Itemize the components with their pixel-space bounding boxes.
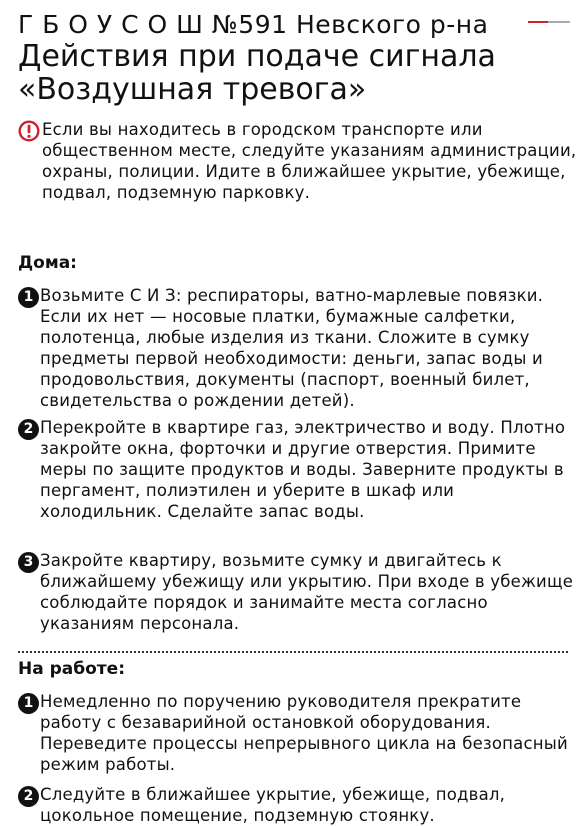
step-text: Закройте квартиру, возьмите сумку и двигайтесь к ближайшему убежищу или укрытию. При входе в убежище соблюдайте порядок и занимайте места согласно указаниям персонала.	[40, 551, 574, 633]
section-divider	[18, 651, 568, 653]
step-number-badge: 2	[18, 786, 39, 807]
warning-text: Если вы находитесь в городском транспорте или общественном месте, следуйте указаниям администрации, охраны, полиции. Идите в ближайшее укрытие, убежище, подвал, подземную парковку.	[42, 120, 577, 202]
title-line-2: «Воздушная тревога»	[18, 72, 367, 107]
warning-block	[18, 119, 578, 203]
section-heading-home: Дома:	[18, 253, 77, 273]
section-heading-work: На работе:	[18, 659, 125, 679]
step-number-badge: 1	[18, 287, 39, 308]
home-step-1	[18, 285, 578, 411]
exclamation-circle-icon	[18, 120, 40, 142]
step-text: Немедленно по поручению руководителя прекратите работу с безаварийной остановкой оборудования. Переведите процессы непрерывного цикла на безопасный режим работы.	[40, 692, 568, 774]
step-text: Перекройте в квартире газ, электричество и воду. Плотно закройте окна, форточки и другие отверстия. Примите меры по защите продуктов и воды. Заверните продукты в пергамент, полиэтилен и уберите в шкаф или холодильник. Сделайте запас воды.	[40, 418, 566, 521]
organization-name: Г Б О У С О Ш №591 Невского р-на	[18, 10, 489, 39]
work-step-1	[18, 691, 578, 775]
step-number-badge: 1	[18, 693, 39, 714]
step-number-badge: 3	[18, 552, 39, 573]
step-number-badge: 2	[18, 419, 39, 440]
page-title	[18, 40, 578, 106]
home-step-3	[18, 550, 578, 634]
step-text: Следуйте в ближайшее укрытие, убежище, подвал, цокольное помещение, подземную стоянку.	[40, 785, 506, 825]
logo	[528, 15, 572, 29]
step-text: Возьмите С И З: респираторы, ватно-марлевые повязки. Если их нет — носовые платки, бумажные салфетки, полотенца, любые изделия из ткани. Сложите в сумку предметы первой необходимости: деньги, запас воды и продовольствия, документы (паспорт, военный билет, свидетельства о рождении детей).	[40, 286, 544, 410]
work-step-2	[18, 784, 578, 826]
title-line-1: Действия при подаче сигнала	[18, 39, 496, 74]
home-step-2	[18, 417, 578, 522]
